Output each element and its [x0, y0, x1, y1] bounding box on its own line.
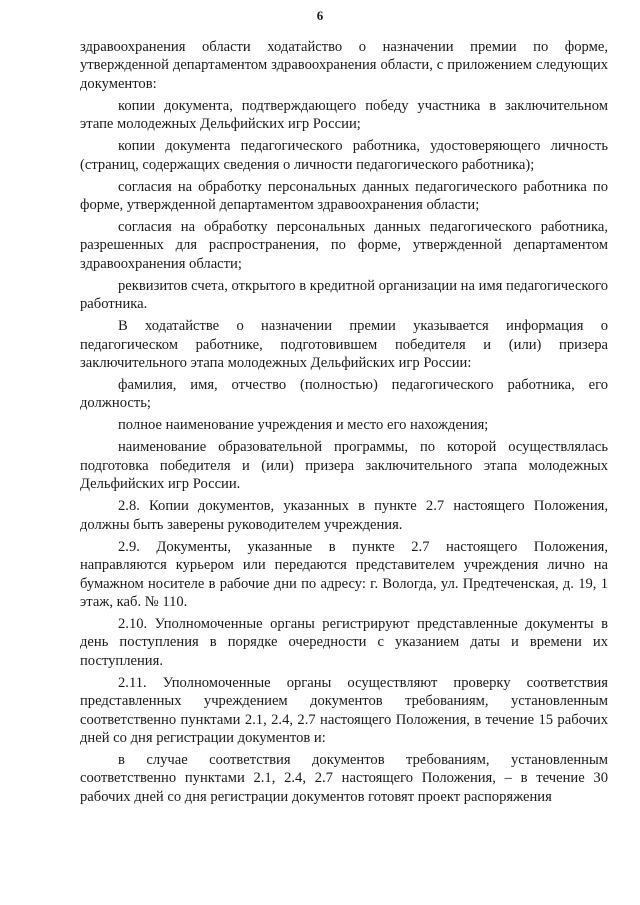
paragraph-2: копии документа, подтверждающего победу участника в заключительном этапе молодежных Дельфийских игр России; [80, 97, 608, 133]
paragraph-5: согласия на обработку персональных данных педагогического работника, разрешенных для распространения, по форме, утвержденной департаментом здравоохранения области; [80, 219, 608, 272]
paragraph-3: копии документа педагогического работника, удостоверяющего личность (страниц, содержащих сведения о личности педагогического работника); [80, 138, 608, 173]
paragraph-14: 2.11. Уполномоченные органы осуществляют проверку соответствия представленных учреждением документов требованиям, установленным соответственно пунктами 2.1, 2.4, 2.7 настоящего Положения, в течение 15 рабочих дней со дня регистрации документов и: [80, 674, 608, 746]
paragraph-7: В ходатайстве о назначении премии указывается информация о педагогическом работнике, подготовившем победителя и (или) призера заключительного этапа молодежных Дельфийских игр России: [80, 318, 608, 372]
paragraph-9: полное наименование учреждения и место его нахождения; [118, 417, 489, 434]
paragraph-8: фамилия, имя, отчество (полностью) педагогического работника, его должность; [80, 377, 608, 412]
paragraph-6: реквизитов счета, открытого в кредитной организации на имя педагогического работника. [80, 277, 608, 313]
paragraph-12: 2.9. Документы, указанные в пункте 2.7 настоящего Положения, направляются курьером или передаются представителем учреждения лично на бумажном носителе в рабочие дни по адресу: г. Вологда, ул. Предтеченская, д. 19, 1 этаж, каб. № 110. [80, 538, 608, 610]
paragraph-1: здравоохранения области ходатайство о назначении премии по форме, утвержденной департаментом здравоохранения области, с приложением следующих документов: [80, 39, 608, 92]
paragraph-4: согласия на обработку персональных данных педагогического работника по форме, утвержденной департаментом здравоохранения области; [80, 178, 608, 214]
paragraph-15: в случае соответствия документов требованиям, установленным соответственно пунктами 2.1, 2.4, 2.7 настоящего Положения, – в течение 30 рабочих дней со дня регистрации документов готовят проект распоряжения [80, 751, 608, 805]
paragraph-13: 2.10. Уполномоченные органы регистрируют представленные документы в день поступления в порядке очередности с указанием даты и времени их поступления. [80, 615, 608, 669]
paragraph-11: 2.8. Копии документов, указанных в пункте 2.7 настоящего Положения, должны быть заверены руководителем учреждения. [80, 498, 608, 533]
document-body [80, 38, 608, 810]
paragraph-10: наименование образовательной программы, по которой осуществлялась подготовка победителя и (или) призера заключительного этапа молодежных Дельфийских игр России. [80, 439, 608, 493]
page-number: 6 [316, 8, 324, 23]
